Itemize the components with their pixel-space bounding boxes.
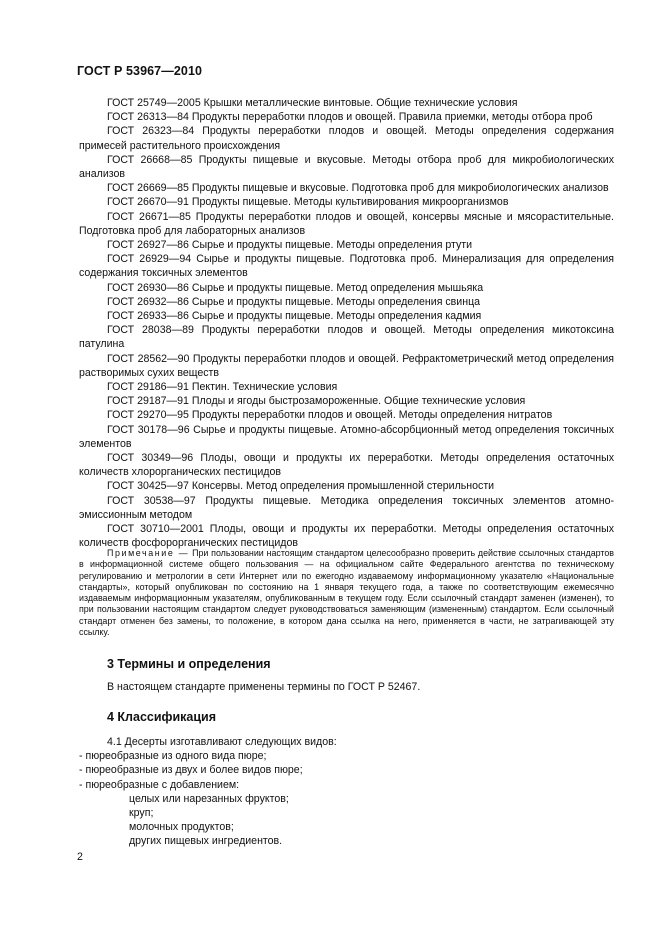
reference-item: ГОСТ 28038—89 Продукты переработки плодов и овощей. Методы определения микотоксина патулина	[79, 324, 614, 351]
reference-item: ГОСТ 26669—85 Продукты пищевые и вкусовые. Подготовка проб для микробиологических анализов	[107, 182, 609, 195]
reference-item: ГОСТ 26670—91 Продукты пищевые. Методы культивирования микроорганизмов	[107, 196, 509, 209]
sub-list-item: других пищевых ингредиентов.	[129, 835, 283, 848]
section-4-body	[79, 735, 614, 849]
section-3-body	[107, 680, 420, 694]
reference-item: ГОСТ 26671—85 Продукты переработки плодов и овощей, консервы мясные и мясорастительные. Подготовка проб для лабораторных анализов	[79, 210, 614, 237]
reference-item: ГОСТ 26929—94 Сырье и продукты пищевые. Подготовка проб. Минерализация для определения содержания токсичных элементов	[79, 253, 614, 280]
list-item: - пюреобразные с добавлением:	[79, 778, 240, 791]
section-4-intro: 4.1 Десерты изготавливают следующих видов:	[107, 736, 337, 748]
section-4-title: 4 Классификация	[107, 710, 217, 724]
reference-item: ГОСТ 26930—86 Сырье и продукты пищевые. Метод определения мышьяка	[107, 281, 484, 294]
note-text: При пользовании настоящим стандартом целесообразно проверить действие ссылочных стандартов в информационной системе общего пользования — на официальном сайте Федерального агентства по техническому регулированию и метрологии в сети Интернет или по ежегодно издаваемому информационному указателю «Национальные стандарты», который опубликован по состоянию на 1 января текущего года, а также по соответствующим ежемесячно издаваемым информационным указателям, опубликованным в текущем году. Если ссылочный стандарт заменен (изменен), то при пользовании настоящим стандартом следует руководствоваться заменяющим (измененным) стандартом. Если ссылочный стандарт отменен без замены, то положение, в котором дана ссылка на него, применяется в части, не затрагивающей эту ссылку.	[79, 548, 614, 638]
section-3-text: В настоящем стандарте применены термины по ГОСТ Р 52467.	[107, 681, 421, 693]
note-paragraph	[79, 548, 614, 638]
reference-item: ГОСТ 30178—96 Сырье и продукты пищевые. Атомно-абсорбционный метод определения токсичных элементов	[79, 423, 614, 450]
reference-item: ГОСТ 25749—2005 Крышки металлические винтовые. Общие технические условия	[107, 97, 518, 109]
reference-item: ГОСТ 29186—91 Пектин. Технические условия	[107, 381, 338, 394]
reference-item: ГОСТ 26932—86 Сырье и продукты пищевые. Методы определения свинца	[107, 295, 481, 308]
reference-item: ГОСТ 26933—86 Сырье и продукты пищевые. Методы определения кадмия	[107, 310, 482, 323]
normative-references-list	[79, 96, 614, 551]
sub-list-item: круп;	[129, 807, 154, 820]
reference-item: ГОСТ 29187—91 Плоды и ягоды быстрозамороженные. Общие технические условия	[107, 395, 526, 408]
note-label: Примечание —	[107, 548, 190, 558]
section-3-title: 3 Термины и определения	[107, 657, 271, 671]
list-item: - пюреобразные из одного вида пюре;	[79, 750, 267, 763]
sub-list-item: целых или нарезанных фруктов;	[129, 792, 289, 805]
reference-item: ГОСТ 26313—84 Продукты переработки плодов и овощей. Правила приемки, методы отбора проб	[107, 111, 593, 124]
reference-item: ГОСТ 26668—85 Продукты пищевые и вкусовые. Методы отбора проб для микробиологических анализов	[79, 153, 614, 181]
references-note	[79, 548, 614, 638]
page-number: 2	[77, 851, 83, 863]
reference-item: ГОСТ 29270—95 Продукты переработки плодов и овощей. Методы определения нитратов	[107, 409, 553, 422]
reference-item: ГОСТ 30349—96 Плоды, овощи и продукты их переработки. Методы определения остаточных количеств хлорорганических пестицидов	[79, 452, 614, 479]
document-header: ГОСТ Р 53967—2010	[77, 64, 203, 78]
list-item: - пюреобразные из двух и более видов пюре;	[79, 764, 303, 777]
reference-item: ГОСТ 30710—2001 Плоды, овощи и продукты их переработки. Методы определения остаточных количеств фосфорорганических пестицидов	[79, 523, 614, 550]
reference-item: ГОСТ 30538—97 Продукты пищевые. Методика определения токсичных элементов атомно-эмиссионным методом	[79, 494, 614, 521]
reference-item: ГОСТ 28562—90 Продукты переработки плодов и овощей. Рефрактометрический метод определения растворимых сухих веществ	[79, 352, 614, 379]
reference-item: ГОСТ 26927—86 Сырье и продукты пищевые. Методы определения ртути	[107, 239, 473, 252]
sub-list-item: молочных продуктов;	[129, 821, 234, 834]
reference-item: ГОСТ 26323—84 Продукты переработки плодов и овощей. Методы определения содержания примесей растительного происхождения	[79, 125, 614, 152]
reference-item: ГОСТ 30425—97 Консервы. Метод определения промышленной стерильности	[107, 480, 495, 493]
